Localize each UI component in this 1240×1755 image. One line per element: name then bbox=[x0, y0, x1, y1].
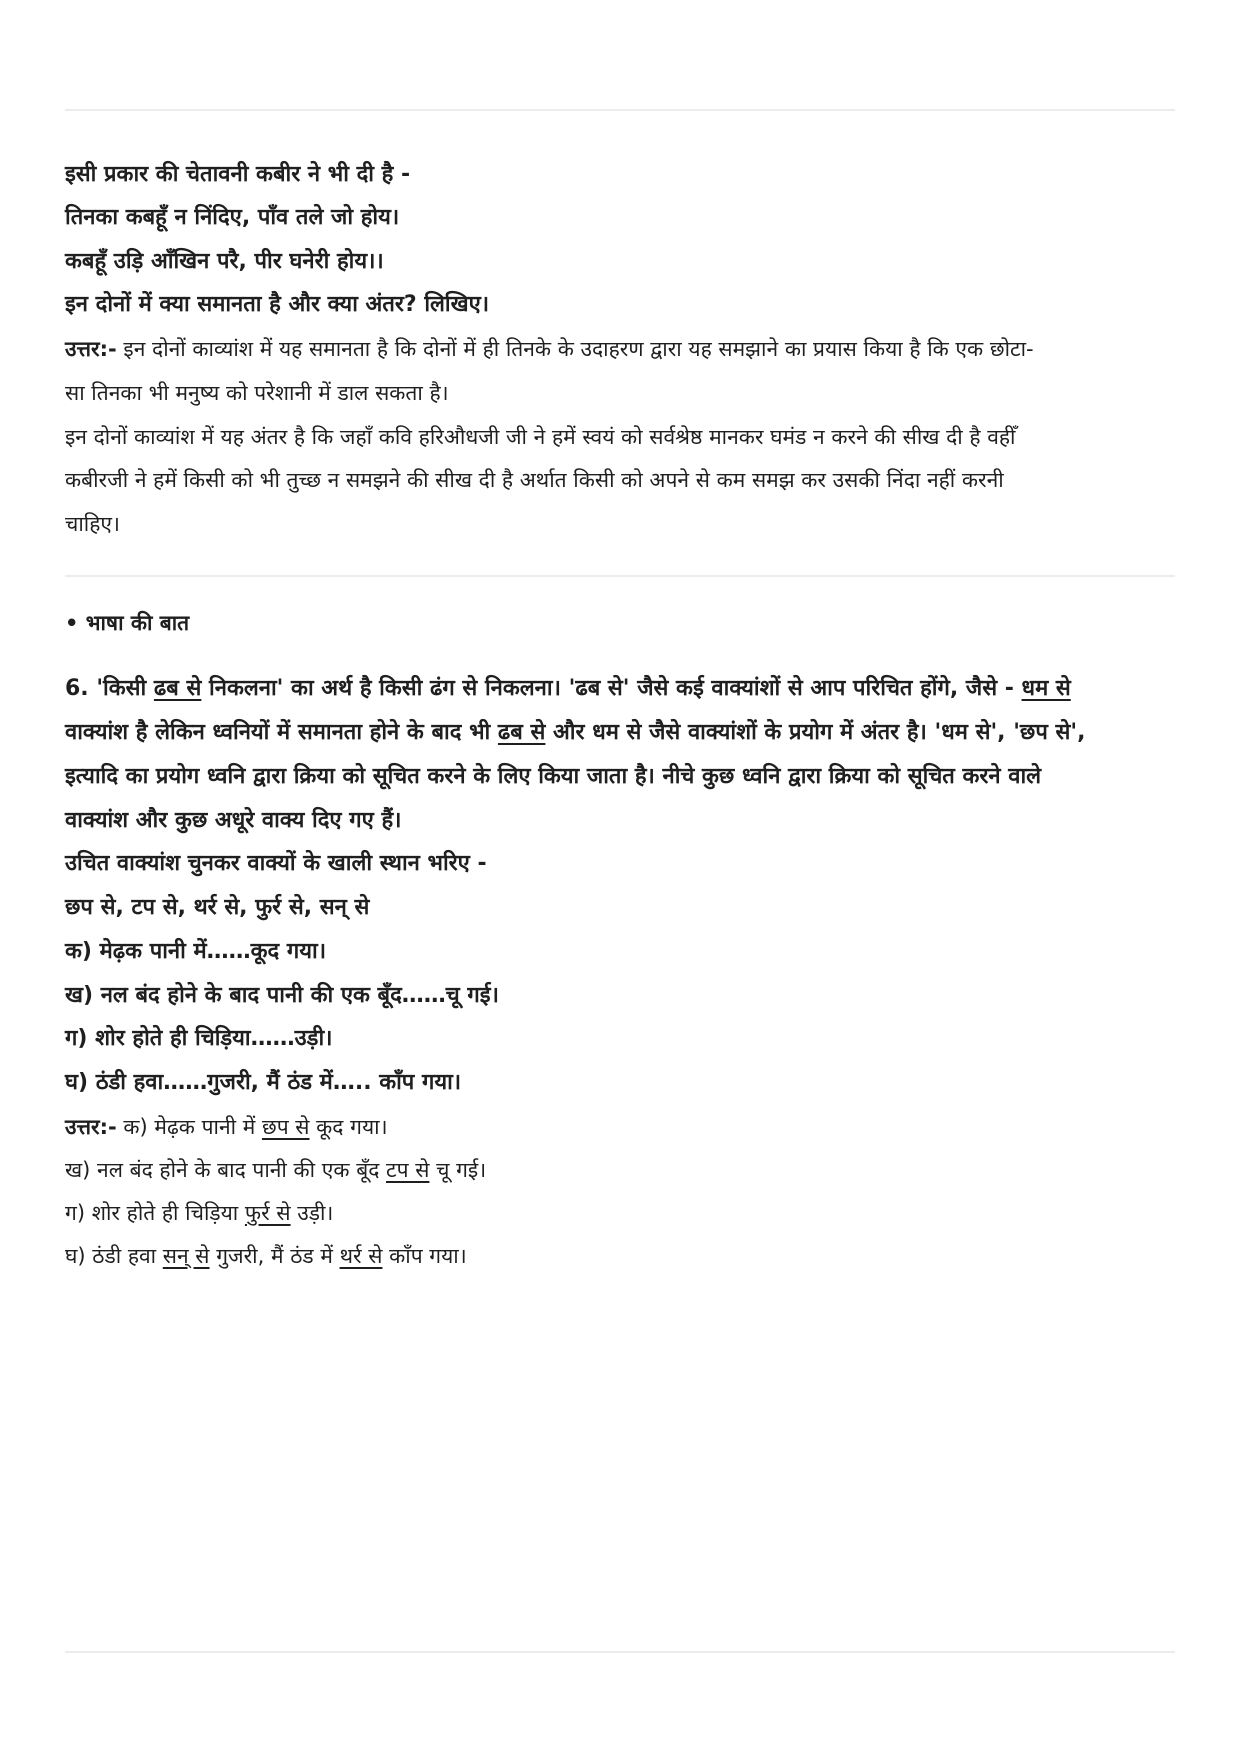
answer-ka bbox=[65, 1112, 388, 1142]
q-underlined-phrase: धम से bbox=[1021, 676, 1071, 701]
q-text: वाक्यांश है लेकिन ध्वनियों में समानता होने के बाद भी bbox=[65, 720, 498, 745]
answer-text: क) मेढ़क पानी में bbox=[116, 1115, 262, 1139]
answer-text: घ) ठंडी हवा bbox=[65, 1244, 163, 1268]
answer-text: उड़ी। bbox=[290, 1201, 334, 1225]
section1-answer-line-4: कबीरजी ने हमें किसी को भी तुच्छ न समझने की सीख दी है अर्थात किसी को अपने से कम समझ कर उसकी निंदा नहीं करनी bbox=[65, 468, 1004, 492]
couplet-line-2: कबहूँ उड़ि आँखिन परै, पीर घनेरी होय।। bbox=[65, 249, 384, 274]
q-underlined-phrase: ढब से bbox=[153, 676, 202, 701]
question-6-line-3: इत्यादि का प्रयोग ध्वनि द्वारा क्रिया को सूचित करने के लिए किया जाता है। नीचे कुछ ध्वनि द्वारा क्रिया को सूचित करने वाले bbox=[65, 764, 1042, 789]
answer-phrase: टप से bbox=[386, 1158, 430, 1182]
middle-divider bbox=[65, 575, 1175, 577]
phrase-options: छप से, टप से, थर्र से, फुर्र से, सन् से bbox=[65, 895, 370, 920]
couplet-line-1: तिनका कबहूँ न निंदिए, पाँव तले जो होय। bbox=[65, 205, 400, 230]
question-6-line-1 bbox=[65, 674, 1071, 704]
q-underlined-phrase: ढब से bbox=[497, 720, 546, 745]
answer-text: ख) नल बंद होने के बाद पानी की एक बूँद bbox=[65, 1158, 387, 1182]
answer-phrase: सन् से bbox=[162, 1244, 210, 1268]
answer-text: इन दोनों काव्यांश में यह समानता है कि दोनों में ही तिनके के उदाहरण द्वारा यह समझाने का प्रयास किया है कि एक छोटा- bbox=[116, 337, 1034, 361]
answer-phrase: छप से bbox=[261, 1115, 310, 1139]
section1-answer-line-1 bbox=[65, 334, 1034, 364]
question-6-line-2 bbox=[65, 718, 1085, 748]
instruction: उचित वाक्यांश चुनकर वाक्यों के खाली स्थान भरिए - bbox=[65, 851, 487, 876]
answer-label: उत्तर:- bbox=[65, 1115, 117, 1139]
section1-heading: इसी प्रकार की चेतावनी कबीर ने भी दी है - bbox=[65, 162, 411, 187]
answer-text: चू गई। bbox=[429, 1158, 487, 1182]
blank-item-gha: घ) ठंडी हवा……गुजरी, मैं ठंड में….. काँप गया। bbox=[65, 1070, 462, 1095]
section2-heading: • भाषा की बात bbox=[65, 611, 190, 635]
answer-text: काँप गया। bbox=[382, 1244, 467, 1268]
answer-text: गुजरी, मैं ठंड में bbox=[209, 1244, 340, 1268]
blank-item-kha: ख) नल बंद होने के बाद पानी की एक बूँद……चू गई। bbox=[65, 983, 499, 1008]
answer-ga bbox=[65, 1198, 333, 1228]
answer-text: ग) शोर होते ही चिड़िया bbox=[65, 1201, 245, 1225]
answer-kha bbox=[65, 1155, 486, 1185]
answer-gha bbox=[65, 1241, 467, 1271]
answer-phrase: फुर्र से bbox=[244, 1201, 291, 1225]
section1-answer-line-5: चाहिए। bbox=[65, 512, 120, 536]
q-text: और धम से जैसे वाक्यांशों के प्रयोग में अंतर है। 'धम से', 'छप से', bbox=[545, 720, 1086, 745]
section1-question: इन दोनों में क्या समानता है और क्या अंतर? लिखिए। bbox=[65, 292, 490, 317]
answer-phrase: थर्र से bbox=[339, 1244, 383, 1268]
document-page bbox=[65, 0, 1175, 1755]
blank-item-ka: क) मेढ़क पानी में……कूद गया। bbox=[65, 939, 327, 964]
section1-answer-line-3: इन दोनों काव्यांश में यह अंतर है कि जहाँ कवि हरिऔधजी जी ने हमें स्वयं को सर्वश्रेष्ठ मानकर घमंड न करने की सीख दी है वहीँ bbox=[65, 425, 1016, 449]
top-divider bbox=[65, 109, 1175, 111]
section1-answer-line-2: सा तिनका भी मनुष्य को परेशानी में डाल सकता है। bbox=[65, 381, 449, 405]
blank-item-ga: ग) शोर होते ही चिड़िया……उड़ी। bbox=[65, 1026, 333, 1051]
q-text: 6. 'किसी bbox=[65, 676, 154, 701]
q-text: निकलना' का अर्थ है किसी ढंग से निकलना। 'ढब से' जैसे कई वाक्यांशों से आप परिचित होंगे, जैसे - bbox=[201, 676, 1022, 701]
answer-text: कूद गया। bbox=[309, 1115, 388, 1139]
bottom-divider bbox=[65, 1651, 1175, 1653]
question-6-line-4: वाक्यांश और कुछ अधूरे वाक्य दिए गए हैं। bbox=[65, 808, 402, 833]
answer-label: उत्तर:- bbox=[65, 337, 117, 361]
